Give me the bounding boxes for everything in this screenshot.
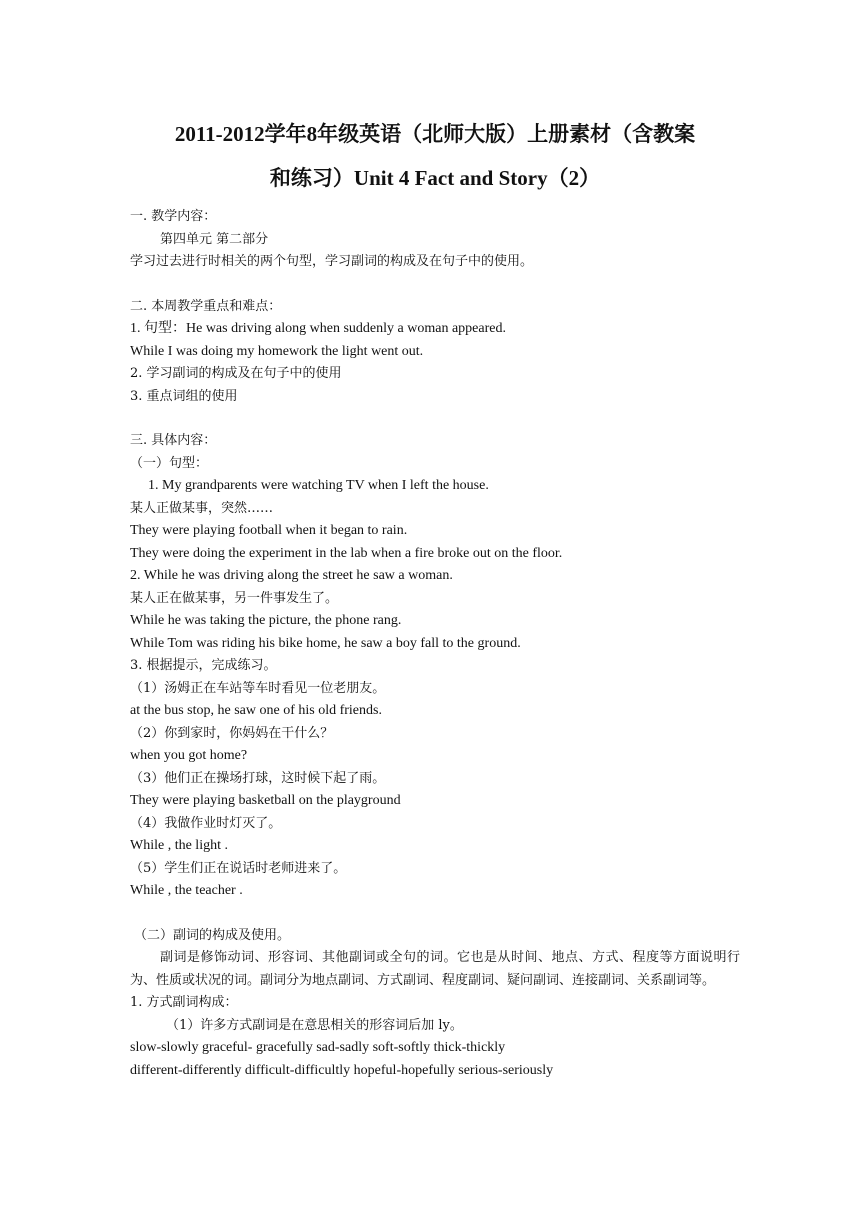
- document-title: [130, 112, 740, 200]
- spacer: [130, 408, 740, 430]
- question-5-en: While , the teacher .: [130, 883, 243, 898]
- title-line-1: 2011-2012学年8年级英语（北师大版）上册素材（含教案: [174, 122, 696, 146]
- subsection-2-heading: （二）副词的构成及使用。: [134, 927, 291, 943]
- section-1-line-1: 第四单元 第二部分: [160, 231, 269, 247]
- exercise-heading: 3. 根据提示，完成练习。: [130, 658, 277, 673]
- adverb-formation-heading: 1. 方式副词构成：: [130, 995, 238, 1010]
- question-2-cn: （2）你到家时，你妈妈在干什么？: [130, 725, 334, 741]
- example-2-a: While he was taking the picture, the phone rang.: [130, 613, 402, 628]
- section-2-point-2: 2. 学习副词的构成及在句子中的使用: [130, 366, 342, 381]
- spacer: [130, 274, 740, 296]
- spacer: [130, 903, 740, 925]
- example-2: 2. While he was driving along the street he saw a woman.: [130, 568, 453, 583]
- section-2-heading: 二. 本周教学重点和难点：: [130, 298, 282, 314]
- question-4-cn: （4）我做作业时灯灭了。: [130, 815, 282, 831]
- question-3-cn: （3）他们正在操场打球，这时候下起了雨。: [130, 770, 386, 786]
- question-1-cn: （1）汤姆正在车站等车时看见一位老朋友。: [130, 680, 386, 696]
- section-3-heading: 三. 具体内容：: [130, 433, 217, 448]
- example-1-b: They were doing the experiment in the lab when a fire broke out on the floor.: [130, 545, 563, 561]
- question-3-en: They were playing basketball on the playground: [130, 793, 401, 808]
- question-4-en: While , the light .: [130, 838, 228, 853]
- example-1-a: They were playing football when it began to rain.: [130, 523, 408, 538]
- adverb-examples-2: different-differently difficult-difficultly hopeful-hopefully serious-seriously: [130, 1062, 554, 1078]
- document-page: [130, 112, 740, 1082]
- adverb-definition-paragraph: 副词是修饰动词、形容词、其他副词或全句的词。它也是从时间、地点、方式、程度等方面说明行为、性质或状况的词。副词分为地点副词、方式副词、程度副词、疑问副词、连接副词、关系副词等。: [130, 950, 740, 988]
- adverb-examples-1: slow-slowly graceful- gracefully sad-sadly soft-softly thick-thickly: [130, 1040, 506, 1055]
- section-2-point-1: 1. 句型：He was driving along when suddenly a woman appeared.: [130, 321, 506, 336]
- example-1: 1. My grandparents were watching TV when I left the house.: [148, 478, 489, 493]
- example-1-cn: 某人正做某事，突然……: [130, 500, 274, 516]
- section-1-line-2: 学习过去进行时相关的两个句型，学习副词的构成及在句子中的使用。: [130, 254, 534, 269]
- adverb-rule-1: （1）许多方式副词是在意思相关的形容词后加 ly。: [166, 1017, 463, 1033]
- question-5-cn: （5）学生们正在说话时老师进来了。: [130, 860, 347, 876]
- question-1-en: at the bus stop, he saw one of his old friends.: [130, 703, 382, 718]
- title-line-2: 和练习）Unit 4 Fact and Story（2）: [269, 166, 601, 190]
- section-1-heading: 一. 教学内容：: [130, 209, 217, 224]
- example-2-b: While Tom was riding his bike home, he saw a boy fall to the ground.: [130, 635, 521, 651]
- section-2-point-3: 3. 重点词组的使用: [130, 388, 238, 404]
- example-2-cn: 某人正在做某事，另一件事发生了。: [130, 590, 339, 606]
- subsection-1-heading: （一）句型：: [130, 455, 209, 471]
- question-2-en: when you got home?: [130, 748, 248, 763]
- section-2-point-1b: While I was doing my homework the light went out.: [130, 343, 424, 359]
